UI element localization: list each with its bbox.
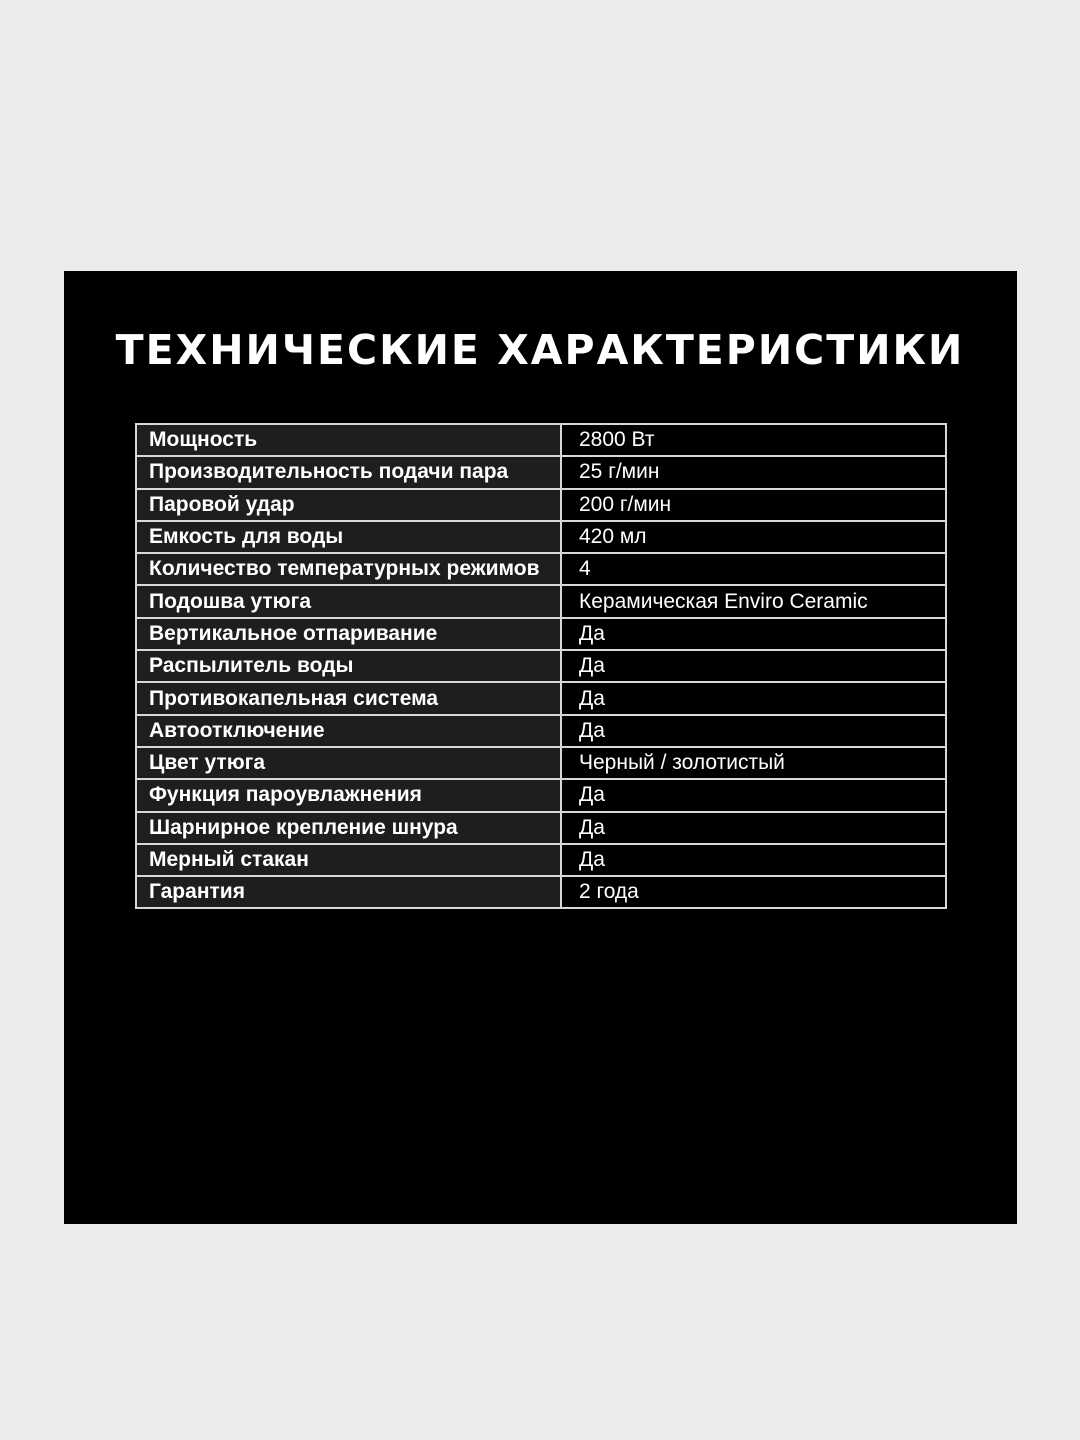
spec-value: 25 г/мин	[561, 456, 946, 488]
spec-label: Количество температурных режимов	[136, 553, 561, 585]
specs-table-body	[136, 424, 946, 908]
spec-label: Производительность подачи пара	[136, 456, 561, 488]
table-row	[136, 585, 946, 617]
spec-label: Подошва утюга	[136, 585, 561, 617]
spec-label: Цвет утюга	[136, 747, 561, 779]
spec-label: Паровой удар	[136, 489, 561, 521]
spec-value: 4	[561, 553, 946, 585]
spec-value: Да	[561, 812, 946, 844]
table-row	[136, 844, 946, 876]
spec-value: Да	[561, 682, 946, 714]
spec-value: Да	[561, 650, 946, 682]
table-row	[136, 747, 946, 779]
table-row	[136, 618, 946, 650]
table-row	[136, 521, 946, 553]
spec-label: Мерный стакан	[136, 844, 561, 876]
spec-label: Гарантия	[136, 876, 561, 908]
spec-value: 200 г/мин	[561, 489, 946, 521]
spec-label: Емкость для воды	[136, 521, 561, 553]
spec-label: Распылитель воды	[136, 650, 561, 682]
spec-label: Шарнирное крепление шнура	[136, 812, 561, 844]
table-row	[136, 715, 946, 747]
spec-label: Функция пароувлажнения	[136, 779, 561, 811]
spec-value: Да	[561, 844, 946, 876]
spec-label: Автоотключение	[136, 715, 561, 747]
spec-value: Да	[561, 779, 946, 811]
specs-table	[135, 423, 947, 909]
table-row	[136, 876, 946, 908]
table-row	[136, 553, 946, 585]
spec-value: Да	[561, 618, 946, 650]
table-row	[136, 424, 946, 456]
spec-value: Керамическая Enviro Ceramic	[561, 585, 946, 617]
spec-value: 2 года	[561, 876, 946, 908]
table-row	[136, 682, 946, 714]
spec-value: 2800 Вт	[561, 424, 946, 456]
table-row	[136, 650, 946, 682]
spec-value: 420 мл	[561, 521, 946, 553]
page-title: ТЕХНИЧЕСКИЕ ХАРАКТЕРИСТИКИ	[115, 326, 965, 374]
spec-value: Черный / золотистый	[561, 747, 946, 779]
spec-value: Да	[561, 715, 946, 747]
spec-label: Мощность	[136, 424, 561, 456]
spec-label: Противокапельная система	[136, 682, 561, 714]
table-row	[136, 812, 946, 844]
spec-label: Вертикальное отпаривание	[136, 618, 561, 650]
table-row	[136, 489, 946, 521]
table-row	[136, 779, 946, 811]
table-row	[136, 456, 946, 488]
